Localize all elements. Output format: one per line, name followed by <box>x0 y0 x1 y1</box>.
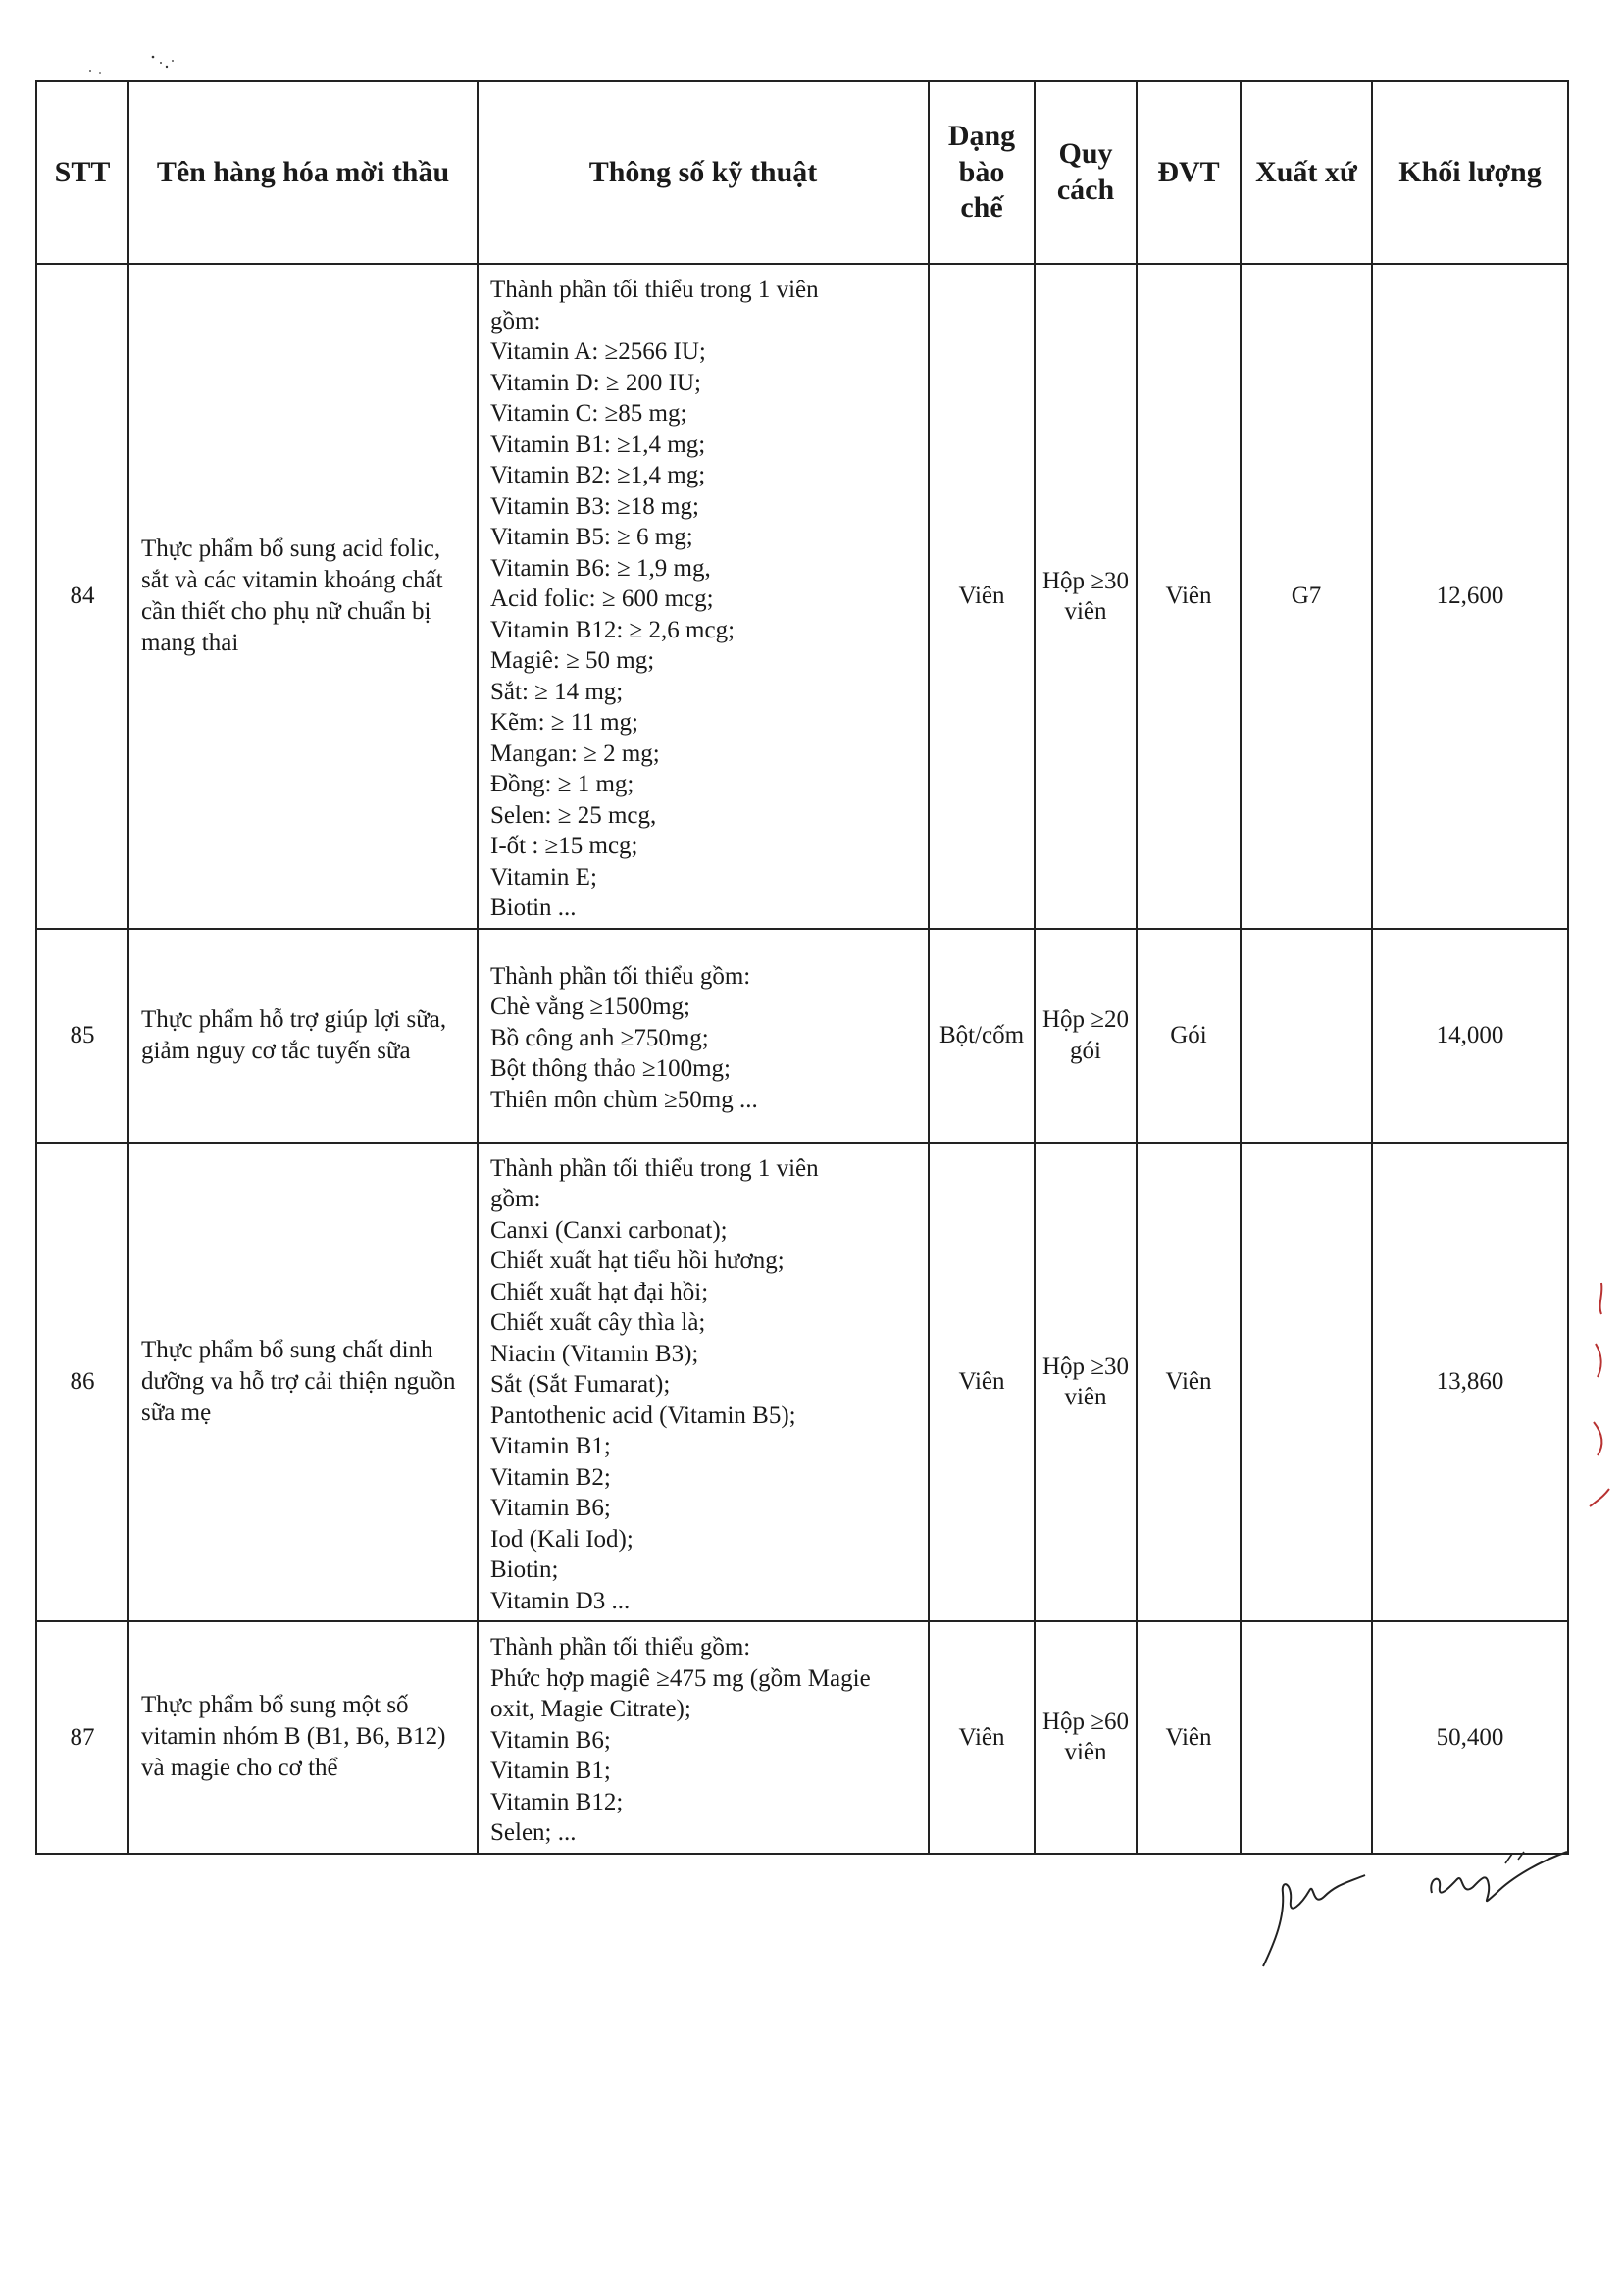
spec-line: Vitamin B5: ≥ 6 mg; <box>490 524 693 550</box>
spec-line: Vitamin B6; <box>490 1726 611 1754</box>
table-row <box>36 1143 1568 1622</box>
spec-line: Magiê: ≥ 50 mg; <box>490 647 655 674</box>
spec-line: Chiết xuất hạt đại hồi; <box>490 1278 709 1305</box>
spec-line: Thành phần tối thiểu trong 1 viên <box>490 1154 819 1182</box>
spec-line: Vitamin B12; <box>490 1788 624 1815</box>
spec-line: Selen; ... <box>490 1819 577 1846</box>
row-spec <box>478 1143 929 1622</box>
row-form: Viên <box>929 1621 1035 1854</box>
spec-line: Phức hợp magiê ≥475 mg (gồm Magie <box>490 1664 871 1692</box>
spec-line: Vitamin D: ≥ 200 IU; <box>490 369 701 396</box>
spec-line: Thành phần tối thiểu gồm: <box>490 962 751 990</box>
spec-line: Vitamin B3: ≥18 mg; <box>490 492 699 520</box>
row-stt: 87 <box>36 1621 128 1854</box>
table-row <box>36 929 1568 1143</box>
row-spec <box>478 1621 929 1854</box>
spec-line: Pantothenic acid (Vitamin B5); <box>490 1402 796 1429</box>
row-origin <box>1241 1621 1372 1854</box>
row-origin <box>1241 1143 1372 1622</box>
spec-line: Đồng: ≥ 1 mg; <box>490 771 634 797</box>
spec-line: I-ốt : ≥15 mcg; <box>490 833 638 859</box>
spec-line: Kẽm: ≥ 11 mg; <box>490 709 638 736</box>
margin-marks <box>1584 1275 1613 1530</box>
spec-line: Chiết xuất cây thìa là; <box>490 1309 706 1336</box>
spec-line: Niacin (Vitamin B3); <box>490 1340 699 1367</box>
row-origin <box>1241 929 1372 1143</box>
row-qty: 12,600 <box>1372 264 1568 929</box>
row-name: Thực phẩm bổ sung chất dinh dưỡng va hỗ trợ cải thiện nguồn sữa mẹ <box>128 1143 478 1622</box>
row-qty: 50,400 <box>1372 1621 1568 1854</box>
row-unit: Viên <box>1137 1621 1241 1854</box>
header-unit: ĐVT <box>1137 81 1241 264</box>
header-row <box>36 81 1568 264</box>
row-name: Thực phẩm hỗ trợ giúp lợi sữa, giảm nguy cơ tắc tuyến sữa <box>128 929 478 1143</box>
spec-line: Canxi (Canxi carbonat); <box>490 1216 728 1244</box>
spec-line: Vitamin B2: ≥1,4 mg; <box>490 462 706 488</box>
spec-line: Biotin; <box>490 1556 559 1583</box>
spec-line: Biotin ... <box>490 894 577 921</box>
header-spec: Thông số kỹ thuật <box>478 81 929 264</box>
row-name: Thực phẩm bổ sung một số vitamin nhóm B (B1, B6, B12) và magie cho cơ thể <box>128 1621 478 1854</box>
row-spec <box>478 264 929 929</box>
signature-right <box>1431 1852 1567 1901</box>
spec-line: gồm: <box>490 1186 541 1212</box>
table-row <box>36 1621 1568 1854</box>
spec-line: Thiên môn chùm ≥50mg ... <box>490 1086 758 1113</box>
spec-line: Mangan: ≥ 2 mg; <box>490 739 660 767</box>
row-unit: Viên <box>1137 264 1241 929</box>
tender-table-container <box>35 80 1567 1855</box>
row-pack: Hộp ≥60 viên <box>1035 1621 1137 1854</box>
spec-line: Bồ công anh ≥750mg; <box>490 1024 709 1051</box>
spec-line: Selen: ≥ 25 mcg, <box>490 801 657 829</box>
scan-specks <box>78 49 216 78</box>
spec-line: Vitamin B6: ≥ 1,9 mg, <box>490 554 711 582</box>
row-qty: 13,860 <box>1372 1143 1568 1622</box>
row-unit: Viên <box>1137 1143 1241 1622</box>
handwritten-signatures <box>1255 1824 1589 1971</box>
header-name: Tên hàng hóa mời thầu <box>128 81 478 264</box>
spec-line: Thành phần tối thiểu trong 1 viên <box>490 277 819 303</box>
row-form: Viên <box>929 264 1035 929</box>
spec-line: Iod (Kali Iod); <box>490 1525 634 1553</box>
spec-line: Vitamin E; <box>490 863 597 891</box>
spec-line: Chè vằng ≥1500mg; <box>490 994 690 1021</box>
spec-line: Chiết xuất hạt tiểu hồi hương; <box>490 1248 785 1274</box>
row-form: Viên <box>929 1143 1035 1622</box>
row-spec <box>478 929 929 1143</box>
spec-line: Vitamin B2; <box>490 1463 611 1491</box>
row-unit: Gói <box>1137 929 1241 1143</box>
spec-line: Vitamin C: ≥85 mg; <box>490 400 687 427</box>
row-name: Thực phẩm bổ sung acid folic, sắt và các vitamin khoáng chất cần thiết cho phụ nữ chuẩn bị mang thai <box>128 264 478 929</box>
row-form: Bột/cốm <box>929 929 1035 1143</box>
spec-line: Vitamin A: ≥2566 IU; <box>490 338 706 365</box>
header-origin: Xuất xứ <box>1241 81 1372 264</box>
row-stt: 84 <box>36 264 128 929</box>
spec-line: Vitamin B1; <box>490 1758 611 1784</box>
spec-line: oxit, Magie Citrate); <box>490 1696 691 1722</box>
row-stt: 86 <box>36 1143 128 1622</box>
spec-line: Vitamin B12: ≥ 2,6 mcg; <box>490 616 736 643</box>
tender-table <box>35 80 1569 1855</box>
row-pack: Hộp ≥30 viên <box>1035 264 1137 929</box>
header-qty: Khối lượng <box>1372 81 1568 264</box>
spec-line: Bột thông thảo ≥100mg; <box>490 1055 731 1083</box>
signature-left <box>1263 1875 1365 1966</box>
spec-line: Vitamin B1: ≥1,4 mg; <box>490 431 706 458</box>
row-pack: Hộp ≥20 gói <box>1035 929 1137 1143</box>
spec-line: Acid folic: ≥ 600 mcg; <box>490 586 714 612</box>
row-stt: 85 <box>36 929 128 1143</box>
spec-line: Sắt: ≥ 14 mg; <box>490 678 624 705</box>
spec-line: gồm: <box>490 307 541 334</box>
spec-line: Vitamin B1; <box>490 1433 611 1459</box>
spec-line: Thành phần tối thiểu gồm: <box>490 1634 751 1660</box>
header-form: Dạng bào chế <box>929 81 1035 264</box>
spec-line: Vitamin B6; <box>490 1495 611 1521</box>
spec-line: Sắt (Sắt Fumarat); <box>490 1371 671 1398</box>
header-pack: Quy cách <box>1035 81 1137 264</box>
row-pack: Hộp ≥30 viên <box>1035 1143 1137 1622</box>
row-qty: 14,000 <box>1372 929 1568 1143</box>
row-origin: G7 <box>1241 264 1372 929</box>
spec-line: Vitamin D3 ... <box>490 1587 631 1614</box>
table-row <box>36 264 1568 929</box>
header-stt: STT <box>36 81 128 264</box>
